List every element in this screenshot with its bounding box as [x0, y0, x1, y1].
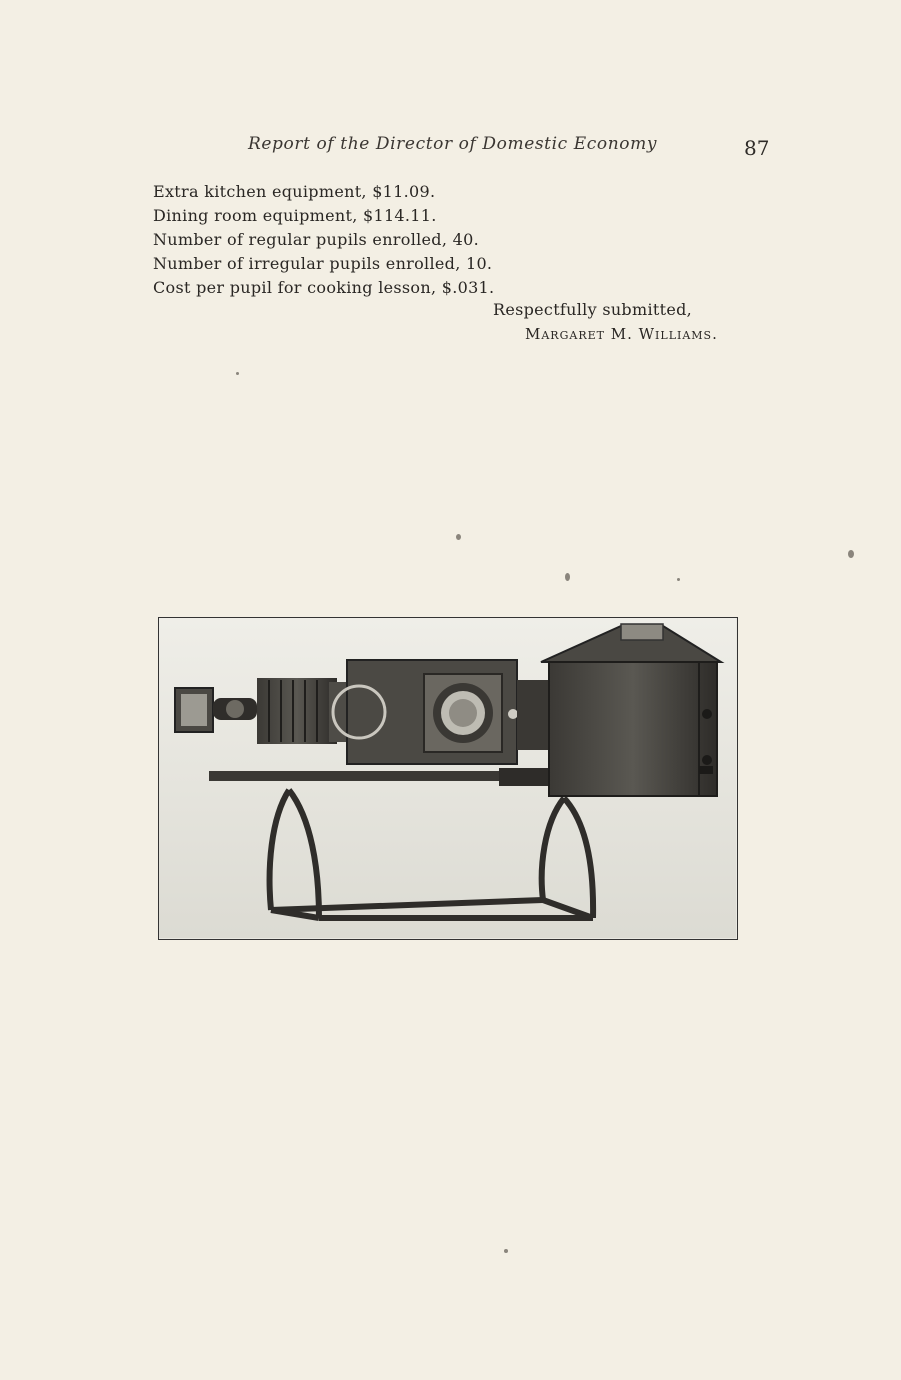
- report-line: Extra kitchen equipment, $11.09.: [153, 182, 436, 201]
- closing-salutation: Respectfully submitted,: [493, 300, 693, 319]
- signature: Margaret M. Williams.: [525, 325, 718, 343]
- page-number: 87: [744, 136, 770, 160]
- projector-drawing: [159, 618, 736, 938]
- running-title: Report of the Director of Domestic Economy: [248, 134, 658, 154]
- paper-speck: [236, 372, 239, 375]
- report-line: Number of irregular pupils enrolled, 10.: [153, 254, 493, 273]
- paper-speck: [677, 578, 680, 581]
- report-figures: [153, 180, 773, 300]
- paper-speck: [848, 550, 854, 558]
- report-line: Cost per pupil for cooking lesson, $.031.: [153, 278, 495, 297]
- report-line: Number of regular pupils enrolled, 40.: [153, 230, 479, 249]
- paper-speck: [504, 1249, 508, 1253]
- report-line: Dining room equipment, $114.11.: [153, 206, 437, 225]
- paper-speck: [565, 573, 570, 581]
- paper-speck: [456, 534, 461, 540]
- projector-illustration: [158, 617, 738, 940]
